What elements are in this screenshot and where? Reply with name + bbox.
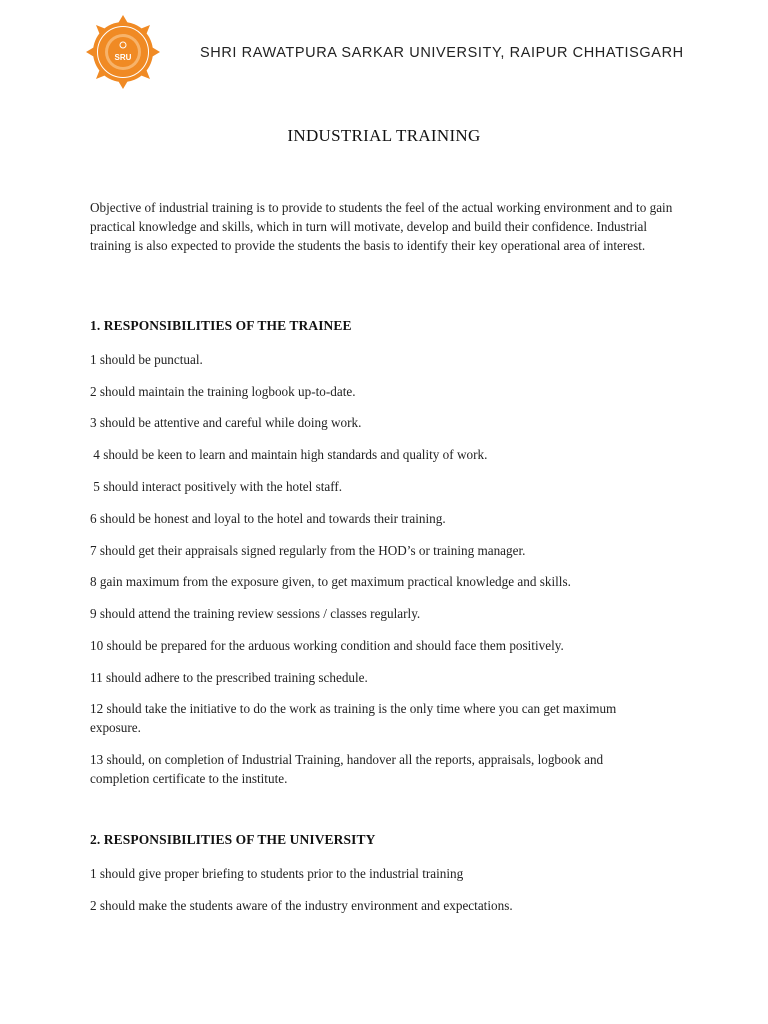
list-item: 11 should adhere to the prescribed training schedule. xyxy=(90,670,368,685)
section-heading-university: 2. RESPONSIBILITIES OF THE UNIVERSITY xyxy=(90,832,376,847)
list-item: 1 should be punctual. xyxy=(90,352,203,367)
list-item: 7 should get their appraisals signed regularly from the HOD’s or training manager. xyxy=(90,543,526,558)
section-heading-trainee: 1. RESPONSIBILITIES OF THE TRAINEE xyxy=(90,318,352,333)
list-item: 2 should make the students aware of the industry environment and expectations. xyxy=(90,898,513,913)
list-item: 3 should be attentive and careful while doing work. xyxy=(90,415,362,430)
document-title: INDUSTRIAL TRAINING xyxy=(287,126,481,145)
list-item: 6 should be honest and loyal to the hotel and towards their training. xyxy=(90,511,446,526)
list-item: 5 should interact positively with the hotel staff. xyxy=(90,479,343,494)
list-item: 2 should maintain the training logbook up-to-date. xyxy=(90,384,356,399)
list-item: 8 gain maximum from the exposure given, to get maximum practical knowledge and skills. xyxy=(90,574,571,589)
list-item: 9 should attend the training review sessions / classes regularly. xyxy=(90,606,421,621)
sru-logo-icon xyxy=(84,13,162,91)
list-item: 1 should give proper briefing to students prior to the industrial training xyxy=(90,866,464,881)
list-item: 4 should be keen to learn and maintain high standards and quality of work. xyxy=(90,447,488,462)
list-item: 13 should, on completion of Industrial Training, handover all the reports, appraisals, logbook and completion certificate to the institute. xyxy=(90,752,604,786)
university-name: SHRI RAWATPURA SARKAR UNIVERSITY, RAIPUR CHHATISGARH xyxy=(200,45,684,61)
list-item: 10 should be prepared for the arduous working condition and should face them positively. xyxy=(90,638,564,653)
intro-paragraph: Objective of industrial training is to provide to students the feel of the actual working environment and to gain practical knowledge and skills, which in turn will motivate, develop and build their confidence. Industrial training is also expected to provide the students the basis to identify their key operational area of interest. xyxy=(90,200,673,254)
university-logo xyxy=(84,13,162,91)
list-item: 12 should take the initiative to do the work as training is the only time where you can get maximum exposure. xyxy=(90,701,617,735)
logo-text: SRU xyxy=(114,53,132,62)
